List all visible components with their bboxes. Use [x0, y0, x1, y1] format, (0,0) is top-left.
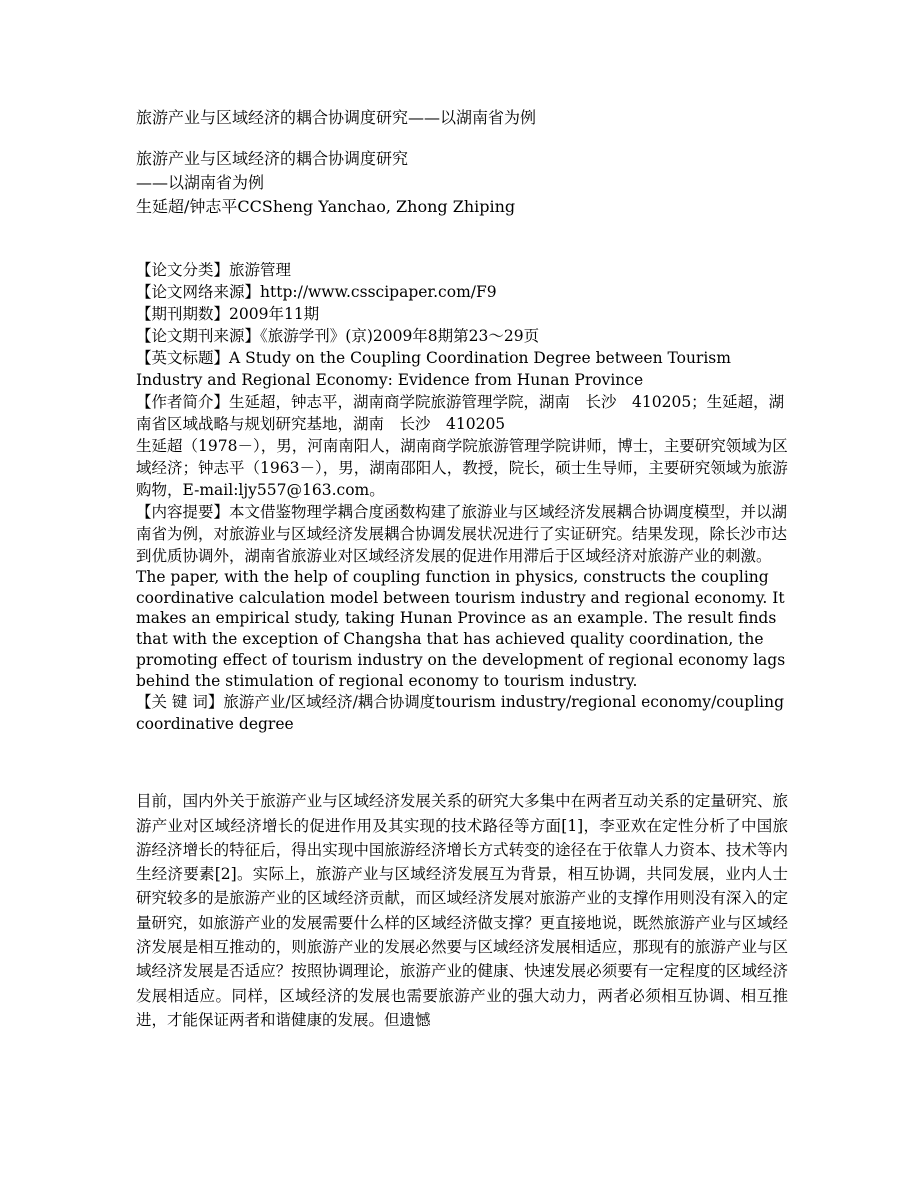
web-source-row [136, 281, 788, 303]
document-page [136, 106, 788, 1032]
keywords-row [136, 691, 788, 735]
category-label: 【论文分类】 [136, 261, 230, 279]
abstract-cn-value: 本文借鉴物理学耦合度函数构建了旅游业与区域经济发展耦合协调度模型，并以湖南省为例，对旅游业与区域经济发展耦合协调发展状况进行了实证研究。结果发现，除长沙市达到优质协调外，湖南省旅游业对区域经济发展的促进作用滞后于区域经济对旅游产业的刺激。 [136, 503, 788, 565]
journal-value: 《旅游学刊》(京)2009年8期第23～29页 [260, 327, 540, 345]
abstract-cn-row [136, 501, 788, 567]
web-source-label: 【论文网络来源】 [136, 283, 261, 301]
journal-label: 【论文期刊来源】 [136, 327, 261, 345]
english-title-value: A Study on the Coupling Coordination Degree between Tourism Industry and Regional Economy: Evidence from Hunan Province [136, 349, 731, 389]
issue-row [136, 303, 788, 325]
english-title-row [136, 347, 788, 391]
page-header: 旅游产业与区域经济的耦合协调度研究——以湖南省为例 [136, 108, 537, 127]
author-intro-row [136, 391, 788, 435]
article-authors: 生延超/钟志平CCSheng Yanchao, Zhong Zhiping [136, 197, 516, 216]
category-value: 旅游管理 [229, 261, 292, 279]
body-paragraph: 目前，国内外关于旅游产业与区域经济发展关系的研究大多集中在两者互动关系的定量研究、旅游产业对区域经济增长的促进作用及其实现的技术路径等方面[1]，李亚欢在定性分析了中国旅游经济增长的特征后，得出实现中国旅游经济增长方式转变的途径在于依靠人力资本、技术等内生经济要素[2]。实际上，旅游产业与区域经济发展互为背景，相互协调，共同发展，业内人士研究较多的是旅游产业的区域经济贡献，而区域经济发展对旅游产业的支撑作用则没有深入的定量研究，如旅游产业的发展需要什么样的区域经济做支撑？更直接地说，既然旅游产业与区域经济发展是相互推动的，则旅游产业的发展必然要与区域经济发展相适应，那现有的旅游产业与区域经济发展是否适应？按照协调理论，旅游产业的健康、快速发展必须要有一定程度的区域经济发展相适应。同样，区域经济的发展也需要旅游产业的强大动力，两者必须相互协调、相互推进，才能保证两者和谐健康的发展。但遗憾 [136, 792, 788, 1029]
author-intro-label: 【作者简介】 [136, 393, 230, 411]
journal-row [136, 325, 788, 347]
english-title-label: 【英文标题】 [136, 349, 230, 367]
metadata-section [136, 259, 788, 735]
title-block [136, 147, 788, 219]
abstract-en: The paper, with the help of coupling function in physics, constructs the coupling coordinative calculation model between tourism industry and regional economy. It makes an empirical study, taking Hunan Province as an example. The result finds that with the exception of Changsha that has achieved quality coordination, the promoting effect of tourism industry on the development of regional economy lags behind the stimulation of regional economy to tourism industry. [136, 568, 786, 690]
article-subtitle: ——以湖南省为例 [136, 173, 265, 192]
abstract-label: 【内容提要】 [136, 503, 230, 521]
keywords-value: 旅游产业/区域经济/耦合协调度tourism industry/regional economy/coupling coordinative degree [136, 693, 785, 734]
issue-label: 【期刊期数】 [136, 305, 230, 323]
keywords-label: 【关 键 词】 [136, 693, 224, 712]
article-title: 旅游产业与区域经济的耦合协调度研究 [136, 149, 409, 168]
web-source-value: http://www.csscipaper.com/F9 [260, 283, 497, 301]
category-row [136, 259, 788, 281]
author-intro-value: 生延超，钟志平，湖南商学院旅游管理学院，湖南 长沙 410205；生延超，湖南省区域战略与规划研究基地，湖南 长沙 410205 [136, 393, 785, 433]
author-bio: 生延超（1978－），男，河南南阳人，湖南商学院旅游管理学院讲师，博士，主要研究领域为区域经济；钟志平（1963－），男，湖南邵阳人，教授，院长，硕士生导师，主要研究领域为旅游购物，E-mail:ljy557@163.com。 [136, 437, 788, 499]
issue-value: 2009年11期 [229, 305, 320, 323]
